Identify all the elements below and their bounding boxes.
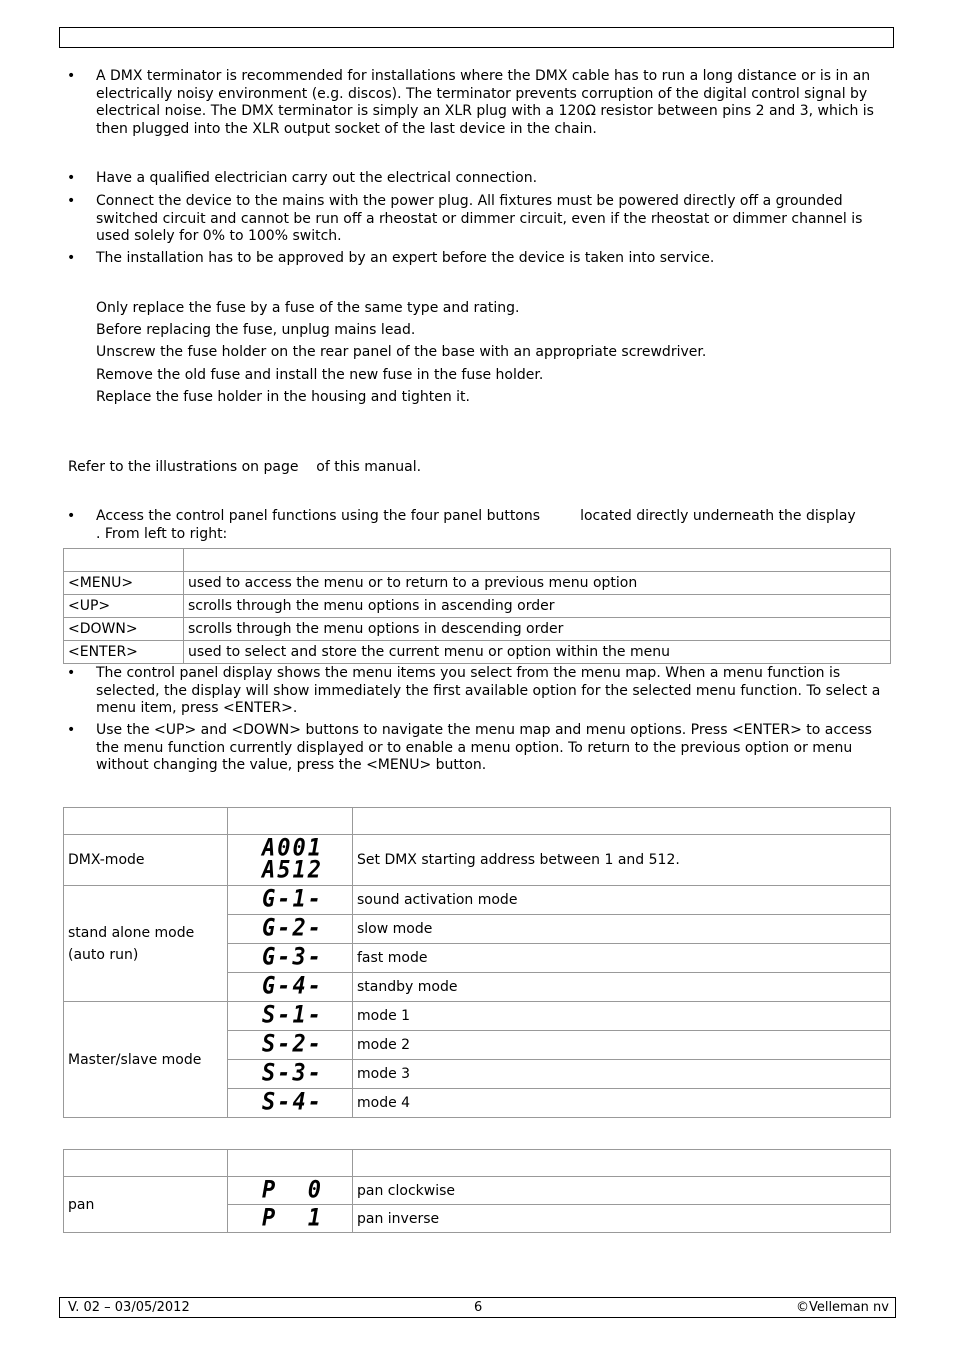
option-desc: mode 1: [353, 1002, 891, 1031]
header-box: [59, 27, 894, 48]
pan-table: [63, 1149, 891, 1233]
fuse-step-3: Unscrew the fuse holder on the rear panel of the base with an appropriate screwdriver.: [96, 344, 707, 360]
bullet: •: [67, 508, 76, 524]
table-row: [64, 595, 891, 618]
buttons-table: [63, 548, 891, 664]
electrical-item-3: The installation has to be approved by an expert before the device is taken into service.: [96, 250, 715, 266]
bullet: •: [67, 170, 76, 186]
button-key: <UP>: [64, 595, 184, 618]
mode-label-line: stand alone mode: [68, 924, 195, 941]
fuse-step-4: Remove the old fuse and install the new fuse in the fuse holder.: [96, 367, 544, 383]
option-desc: fast mode: [353, 944, 891, 973]
segment-code: G-4-: [262, 972, 323, 1001]
button-key: <MENU>: [64, 572, 184, 595]
mode-label: pan: [64, 1177, 228, 1233]
mode-label: DMX-mode: [64, 835, 228, 886]
option-desc: standby mode: [353, 973, 891, 1002]
refer-text: Refer to the illustrations on page of this manual.: [68, 459, 422, 475]
footer-version: V. 02 – 03/05/2012: [68, 1300, 190, 1315]
display-note: The control panel display shows the menu items you select from the menu map. When a menu function is selected, the display will show immediately the first available option for the selected menu function. To select a menu item, press <ENTER>.: [96, 665, 881, 716]
segment-code: S-1-: [262, 1001, 323, 1030]
segment-code: G-1-: [262, 885, 323, 914]
table-row: [64, 886, 891, 915]
option-desc: mode 4: [353, 1089, 891, 1118]
navigate-note: Use the <UP> and <DOWN> buttons to navigate the menu map and menu options. Press <ENTER> to access the menu function currently displayed or to enable a menu option. To return to the previous option or menu without changing the value, press the <MENU> button.: [96, 722, 872, 773]
option-desc: pan inverse: [353, 1205, 891, 1233]
segment-code: S-2-: [262, 1030, 323, 1059]
mode-label: Master/slave mode: [64, 1002, 228, 1118]
dmx-terminator-text: A DMX terminator is recommended for installations where the DMX cable has to run a long distance or is in an electrically noisy environment (e.g. discos). The terminator prevents corruption of the digital control signal by electrical noise. The DMX terminator is simply an XLR plug with a 120Ω resistor between pins 2 and 3, which is then plugged into the XLR output socket of the last device in the chain.: [96, 68, 874, 137]
segment-code: P 1: [262, 1204, 323, 1232]
table-row: [64, 641, 891, 664]
bullet: •: [67, 722, 76, 738]
button-key: <DOWN>: [64, 618, 184, 641]
footer-page-number: 6: [474, 1300, 483, 1315]
display-code: [228, 835, 353, 886]
segment-code: G-3-: [262, 943, 323, 972]
electrical-item-2: Connect the device to the mains with the power plug. All fixtures must be powered directly off a grounded switched circuit and cannot be run off a rheostat or dimmer circuit, even if the rheostat or dimmer channel is used solely for 0% to 100% switch.: [96, 193, 863, 244]
segment-code: A512: [262, 856, 323, 885]
bullet: •: [67, 250, 76, 266]
option-desc: slow mode: [353, 915, 891, 944]
segment-code: S-4-: [262, 1088, 323, 1117]
table-row: [64, 1002, 891, 1031]
option-desc: pan clockwise: [353, 1177, 891, 1205]
fuse-step-1: Only replace the fuse by a fuse of the same type and rating.: [96, 300, 520, 316]
option-desc: sound activation mode: [353, 886, 891, 915]
table-row: [64, 618, 891, 641]
button-desc: used to select and store the current menu or option within the menu: [184, 641, 891, 664]
menu-map-table: [63, 807, 891, 1118]
segment-code: S-3-: [262, 1059, 323, 1088]
table-row: [64, 835, 891, 886]
table-row: [64, 572, 891, 595]
mode-label-line: (auto run): [68, 946, 139, 963]
option-desc: Set DMX starting address between 1 and 512.: [353, 835, 891, 886]
footer: [59, 1297, 896, 1318]
fuse-step-2: Before replacing the fuse, unplug mains lead.: [96, 322, 416, 338]
option-desc: mode 2: [353, 1031, 891, 1060]
bullet: •: [67, 193, 76, 209]
fuse-step-5: Replace the fuse holder in the housing and tighten it.: [96, 389, 470, 405]
footer-copyright: ©Velleman nv: [795, 1300, 889, 1315]
table-row: [64, 1177, 891, 1205]
button-desc: scrolls through the menu options in ascending order: [184, 595, 891, 618]
segment-code: G-2-: [262, 914, 323, 943]
segment-code: A001: [262, 834, 323, 863]
button-desc: used to access the menu or to return to a previous menu option: [184, 572, 891, 595]
segment-code: P 0: [262, 1176, 323, 1204]
access-text: Access the control panel functions using the four panel buttons located directly underneath the display . From left to right:: [96, 508, 892, 542]
bullet: •: [67, 68, 76, 84]
mode-label: [64, 886, 228, 1002]
bullet: •: [67, 665, 76, 681]
button-desc: scrolls through the menu options in descending order: [184, 618, 891, 641]
button-key: <ENTER>: [64, 641, 184, 664]
option-desc: mode 3: [353, 1060, 891, 1089]
electrical-item-1: Have a qualified electrician carry out the electrical connection.: [96, 170, 538, 186]
